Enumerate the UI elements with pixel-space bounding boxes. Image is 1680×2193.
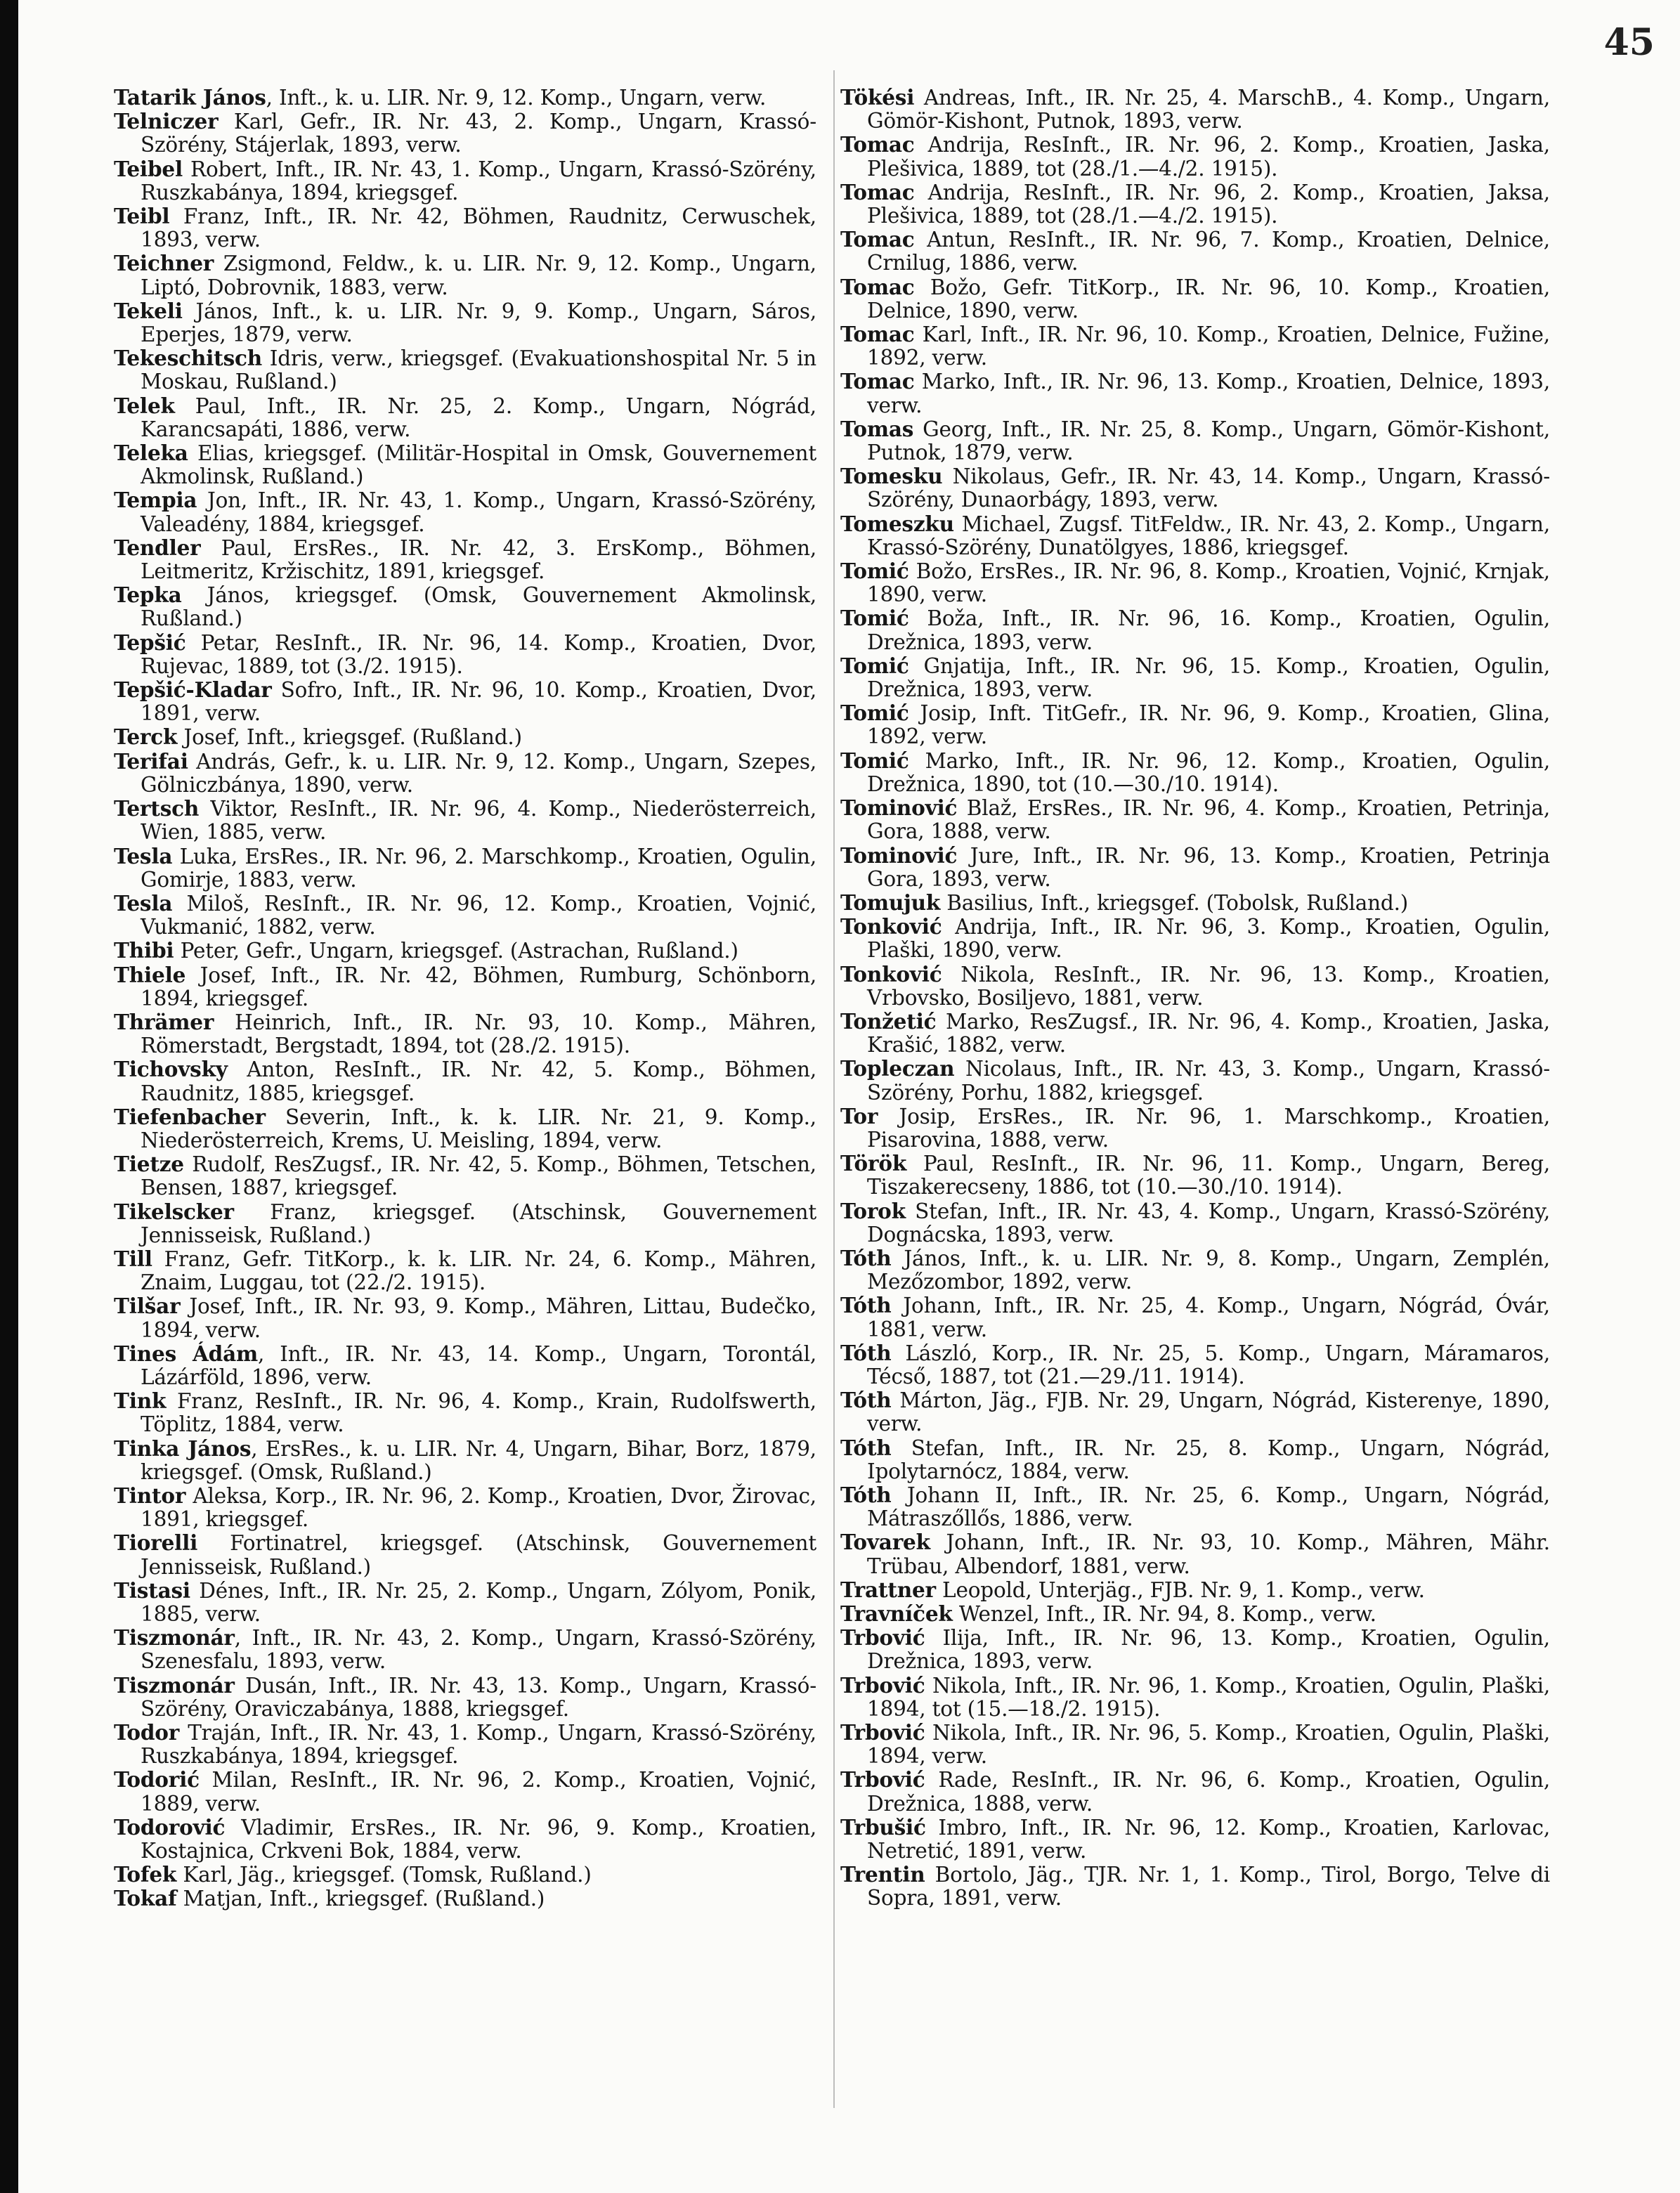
- entry-surname: Tertsch: [114, 796, 200, 821]
- list-item: [840, 1010, 1550, 1057]
- entry-surname: Tempia: [114, 488, 197, 513]
- entry-surname: Tomas: [840, 416, 914, 441]
- entry-details: Basilius, Inft., kriegsgef. (Tobolsk, Rußland.): [940, 890, 1409, 915]
- entry-surname: Trbović: [840, 1672, 925, 1698]
- entry-details: Blaž, ErsRes., IR. Nr. 96, 4. Komp., Kroatien, Petrinja, Gora, 1888, verw.: [867, 796, 1550, 844]
- entry-details: Sofro, Inft., IR. Nr. 96, 10. Komp., Kroatien, Dvor, 1891, verw.: [141, 678, 816, 726]
- list-item: [840, 1863, 1550, 1910]
- entry-surname: Tovarek: [840, 1530, 930, 1555]
- entry-surname: Tomac: [840, 274, 915, 299]
- scan-edge: [0, 0, 18, 2193]
- list-item: [114, 299, 816, 346]
- entry-surname: Tiorelli: [114, 1530, 198, 1556]
- list-item: [114, 1768, 816, 1815]
- list-item: [114, 939, 816, 963]
- entry-details: Josip, Inft. TitGefr., IR. Nr. 96, 9. Komp., Kroatien, Glina, 1892, verw.: [867, 701, 1550, 749]
- entry-surname: Teibel: [114, 156, 183, 181]
- entry-surname: Tekeschitsch: [114, 346, 263, 371]
- list-item: [840, 1768, 1550, 1815]
- entry-surname: Torok: [840, 1198, 906, 1223]
- entry-surname: Trbović: [840, 1767, 925, 1792]
- entry-details: Anton, ResInft., IR. Nr. 42, 5. Komp., Böhmen, Raudnitz, 1885, kriegsgef.: [141, 1058, 816, 1105]
- entry-surname: Tomić: [840, 748, 909, 773]
- entry-details: Nikolaus, Gefr., IR. Nr. 43, 14. Komp., Ungarn, Krassó-Szörény, Dunaorbágy, 1893, verw.: [867, 464, 1550, 512]
- entry-surname: Tiefenbacher: [114, 1104, 266, 1129]
- list-item: [114, 252, 816, 299]
- entry-details: Miloš, ResInft., IR. Nr. 96, 12. Komp., Kroatien, Vojnić, Vukmanić, 1882, verw.: [141, 891, 816, 939]
- list-item: [114, 346, 816, 393]
- entry-details: Franz, Gefr. TitKorp., k. k. LIR. Nr. 24, 6. Komp., Mähren, Znaim, Luggau, tot (22./2. 1915).: [141, 1247, 816, 1295]
- entry-surname: Tonković: [840, 961, 942, 987]
- entry-details: Johann, Inft., IR. Nr. 25, 4. Komp., Ungarn, Nógrád, Óvár, 1881, verw.: [867, 1294, 1550, 1341]
- entry-details: Stefan, Inft., IR. Nr. 25, 8. Komp., Ungarn, Nógrád, Ipolytarnócz, 1884, verw.: [867, 1436, 1550, 1483]
- entry-details: Marko, Inft., IR. Nr. 96, 12. Komp., Kroatien, Ogulin, Drežnica, 1890, tot (10.—30./10. 1914).: [867, 748, 1550, 796]
- entry-surname: Teichner: [114, 251, 214, 276]
- entry-details: Paul, ResInft., IR. Nr. 96, 11. Komp., Ungarn, Bereg, Tiszakerecseny, 1886, tot (10.—30./10. 1914).: [867, 1152, 1550, 1199]
- list-item: [114, 963, 816, 1010]
- list-item: [840, 1341, 1550, 1388]
- entry-details: Franz, kriegsgef. (Atschinsk, Gouvernement Jennisseisk, Rußland.): [141, 1199, 816, 1247]
- list-item: [840, 1816, 1550, 1863]
- right-column: [840, 86, 1550, 1911]
- list-item: [114, 1389, 816, 1436]
- entry-details: Karl, Gefr., IR. Nr. 43, 2. Komp., Ungarn, Krassó-Szörény, Stájerlak, 1893, verw.: [141, 110, 816, 157]
- entry-surname: Teleka: [114, 441, 188, 466]
- entry-details: Josef, Inft., kriegsgef. (Rußland.): [177, 725, 522, 750]
- entry-details: Jure, Inft., IR. Nr. 96, 13. Komp., Kroatien, Petrinja Gora, 1893, verw.: [867, 843, 1550, 891]
- list-item: [840, 891, 1550, 915]
- list-item: [114, 1674, 816, 1721]
- entry-surname: Tesla: [114, 890, 173, 916]
- entry-details: Luka, ErsRes., IR. Nr. 96, 2. Marschkomp., Kroatien, Ogulin, Gomirje, 1883, verw.: [141, 844, 816, 892]
- entry-surname: Tofek: [114, 1862, 177, 1887]
- entry-surname: Tomac: [840, 227, 915, 252]
- entry-details: Jon, Inft., IR. Nr. 43, 1. Komp., Ungarn, Krassó-Szörény, Valeadény, 1884, kriegsgef.: [141, 488, 816, 536]
- entry-details: Andrija, Inft., IR. Nr. 96, 3. Komp., Kroatien, Ogulin, Plaški, 1890, verw.: [867, 915, 1550, 963]
- entry-surname: Telek: [114, 393, 175, 418]
- list-item: [840, 275, 1550, 323]
- entry-surname: Thrämer: [114, 1009, 214, 1034]
- entry-details: Nicolaus, Inft., IR. Nr. 43, 3. Komp., Ungarn, Krassó-Szörény, Porhu, 1882, kriegsgef.: [867, 1057, 1550, 1105]
- entry-details: Franz, Inft., IR. Nr. 42, Böhmen, Raudnitz, Cerwuschek, 1893, verw.: [141, 204, 816, 252]
- entry-details: Imbro, Inft., IR. Nr. 96, 12. Komp., Kroatien, Karlovac, Netretić, 1891, verw.: [867, 1815, 1550, 1863]
- entry-details: János, Inft., k. u. LIR. Nr. 9, 8. Komp., Ungarn, Zemplén, Mezőzombor, 1892, verw.: [867, 1246, 1550, 1294]
- entry-surname: Török: [840, 1151, 907, 1176]
- list-item: [840, 844, 1550, 891]
- entry-surname: Trbušić: [840, 1814, 926, 1840]
- entry-details: Marko, Inft., IR. Nr. 96, 13. Komp., Kroatien, Delnice, 1893, verw.: [867, 370, 1550, 417]
- entry-details: Stefan, Inft., IR. Nr. 43, 4. Komp., Ungarn, Krassó-Szörény, Dognácska, 1893, verw.: [867, 1199, 1550, 1247]
- list-item: [840, 915, 1550, 962]
- entry-details: Josip, ErsRes., IR. Nr. 96, 1. Marschkomp., Kroatien, Pisarovina, 1888, verw.: [867, 1104, 1550, 1152]
- list-item: [840, 228, 1550, 275]
- list-item: [840, 1602, 1550, 1626]
- list-item: [840, 1199, 1550, 1247]
- list-item: [840, 1530, 1550, 1577]
- entry-surname: Todorić: [114, 1767, 200, 1792]
- entry-surname: Telniczer: [114, 109, 219, 134]
- entry-details: Božo, ErsRes., IR. Nr. 96, 8. Komp., Kroatien, Vojnić, Krnjak, 1890, verw.: [867, 559, 1550, 607]
- entry-surname: Tomić: [840, 606, 909, 631]
- list-item: [840, 796, 1550, 843]
- entry-details: Božo, Gefr. TitKorp., IR. Nr. 96, 10. Komp., Kroatien, Delnice, 1890, verw.: [867, 275, 1550, 323]
- entry-surname: Tominović: [840, 842, 958, 868]
- list-item: [840, 323, 1550, 370]
- entry-details: Antun, ResInft., IR. Nr. 96, 7. Komp., Kroatien, Delnice, Crnilug, 1886, verw.: [867, 228, 1550, 275]
- list-item: [114, 536, 816, 583]
- entry-surname: Tor: [840, 1103, 878, 1128]
- entry-details: Dusán, Inft., IR. Nr. 43, 13. Komp., Ungarn, Krassó-Szörény, Oraviczabánya, 1888, kriegsgef.: [141, 1673, 816, 1721]
- entry-details: Leopold, Unterjäg., FJB. Nr. 9, 1. Komp., verw.: [935, 1577, 1425, 1602]
- list-item: [114, 845, 816, 892]
- list-item: [114, 1816, 816, 1863]
- entry-surname: Trattner: [840, 1577, 936, 1602]
- entry-surname: Todorović: [114, 1814, 226, 1840]
- entry-surname: Terck: [114, 724, 178, 750]
- list-item: [840, 749, 1550, 796]
- entry-surname: Tomesku: [840, 464, 943, 489]
- entry-surname: Tominović: [840, 795, 958, 821]
- list-item: [114, 1484, 816, 1531]
- list-item: [114, 1887, 816, 1911]
- list-item: [840, 1578, 1550, 1602]
- entry-surname: Tiszmonár: [114, 1625, 235, 1651]
- entry-surname: Tóth: [840, 1245, 892, 1270]
- list-item: [840, 1247, 1550, 1294]
- entry-details: Andrija, ResInft., IR. Nr. 96, 2. Komp., Kroatien, Jaksa, Plešivica, 1889, tot (28./1.—4./2. 1915).: [867, 180, 1550, 228]
- list-item: [114, 1437, 816, 1484]
- entry-details: Rade, ResInft., IR. Nr. 96, 6. Komp., Kroatien, Ogulin, Drežnica, 1888, verw.: [867, 1768, 1550, 1816]
- entry-details: Dénes, Inft., IR. Nr. 25, 2. Komp., Ungarn, Zólyom, Ponik, 1885, verw.: [141, 1578, 816, 1626]
- entry-surname: Travníček: [840, 1601, 953, 1626]
- entry-surname: Tichovsky: [114, 1057, 228, 1082]
- list-item: [840, 86, 1550, 133]
- entry-details: , Inft., IR. Nr. 43, 2. Komp., Ungarn, Krassó-Szörény, Szenesfalu, 1893, verw.: [141, 1626, 816, 1674]
- entry-details: Vladimir, ErsRes., IR. Nr. 96, 9. Komp., Kroatien, Kostajnica, Crkveni Bok, 1884, verw.: [141, 1815, 816, 1863]
- entry-surname: Tines Ádám: [114, 1341, 259, 1366]
- entry-surname: Tomić: [840, 701, 909, 726]
- list-item: [114, 750, 816, 797]
- list-item: [114, 892, 816, 939]
- entry-surname: Tökési: [840, 85, 915, 110]
- list-item: [840, 1626, 1550, 1673]
- list-item: [114, 631, 816, 678]
- entry-surname: Tikelscker: [114, 1199, 234, 1224]
- list-item: [114, 725, 816, 749]
- list-item: [114, 488, 816, 535]
- list-item: [114, 86, 816, 110]
- list-item: [840, 654, 1550, 701]
- entry-details: Andreas, Inft., IR. Nr. 25, 4. MarschB., 4. Komp., Ungarn, Gömör-Kishont, Putnok, 1893, verw.: [867, 86, 1550, 134]
- entry-surname: Tekeli: [114, 298, 183, 323]
- entry-details: Fortinatrel, kriegsgef. (Atschinsk, Gouvernement Jennisseisk, Rußland.): [141, 1531, 816, 1579]
- list-item: [114, 110, 816, 157]
- entry-details: Nikola, Inft., IR. Nr. 96, 5. Komp., Kroatien, Ogulin, Plaški, 1894, verw.: [867, 1721, 1550, 1769]
- entry-details: Robert, Inft., IR. Nr. 43, 1. Komp., Ungarn, Krassó-Szörény, Ruszkabánya, 1894, kriegsgef.: [141, 157, 816, 204]
- entry-details: Peter, Gefr., Ungarn, kriegsgef. (Astrachan, Rußland.): [174, 939, 738, 963]
- list-item: [114, 1058, 816, 1105]
- entry-details: Paul, Inft., IR. Nr. 25, 2. Komp., Ungarn, Nógrád, Karancsapáti, 1886, verw.: [141, 393, 816, 441]
- list-item: [840, 133, 1550, 180]
- column-divider: [833, 70, 835, 2108]
- list-item: [840, 1152, 1550, 1199]
- entry-surname: Tonković: [840, 914, 942, 939]
- entry-details: Idris, verw., kriegsgef. (Evakuationshospital Nr. 5 in Moskau, Rußland.): [141, 346, 816, 394]
- entry-details: Paul, ErsRes., IR. Nr. 42, 3. ErsKomp., Böhmen, Leitmeritz, Kržischitz, 1891, kriegsgef.: [141, 535, 816, 584]
- list-item: [840, 181, 1550, 228]
- list-item: [840, 1721, 1550, 1768]
- entry-details: , Inft., k. u. LIR. Nr. 9, 12. Komp., Ungarn, verw.: [266, 86, 767, 110]
- entry-details: Márton, Jäg., FJB. Nr. 29, Ungarn, Nógrád, Kisterenye, 1890, verw.: [867, 1388, 1550, 1436]
- entry-details: Boža, Inft., IR. Nr. 96, 16. Komp., Kroatien, Ogulin, Drežnica, 1893, verw.: [867, 606, 1550, 654]
- entry-surname: Tóth: [840, 1435, 892, 1460]
- entry-details: Johann, Inft., IR. Nr. 93, 10. Komp., Mähren, Mähr. Trübau, Albendorf, 1881, verw.: [867, 1530, 1550, 1578]
- entry-details: János, kriegsgef. (Omsk, Gouvernement Akmolinsk, Rußland.): [141, 583, 816, 631]
- entry-details: Ilija, Inft., IR. Nr. 96, 13. Komp., Kroatien, Ogulin, Drežnica, 1893, verw.: [867, 1626, 1550, 1674]
- entry-details: , Inft., IR. Nr. 43, 14. Komp., Ungarn, Torontál, Lázárföld, 1896, verw.: [141, 1341, 816, 1389]
- entry-details: Nikola, ResInft., IR. Nr. 96, 13. Komp., Kroatien, Vrbovsko, Bosiljevo, 1881, verw.: [867, 962, 1550, 1010]
- list-item: [840, 701, 1550, 748]
- entry-surname: Tinka János: [114, 1436, 252, 1461]
- list-item: [840, 1105, 1550, 1152]
- list-item: [840, 464, 1550, 512]
- entry-surname: Topleczan: [840, 1056, 955, 1081]
- entry-surname: Tepšić-Kladar: [114, 677, 272, 703]
- entry-details: Johann II, Inft., IR. Nr. 25, 6. Komp., Ungarn, Nógrád, Mátraszőllős, 1886, verw.: [867, 1483, 1550, 1531]
- entry-details: Bortolo, Jäg., TJR. Nr. 1, 1. Komp., Tirol, Borgo, Telve di Sopra, 1891, verw.: [867, 1863, 1550, 1911]
- entry-surname: Tesla: [114, 843, 173, 868]
- list-item: [114, 797, 816, 844]
- entry-details: , ErsRes., k. u. LIR. Nr. 4, Ungarn, Bihar, Borz, 1879, kriegsgef. (Omsk, Rußland.): [141, 1436, 816, 1484]
- entry-details: János, Inft., k. u. LIR. Nr. 9, 9. Komp., Ungarn, Sáros, Eperjes, 1879, verw.: [141, 299, 816, 347]
- list-item: [114, 1294, 816, 1341]
- entry-surname: Tomić: [840, 559, 909, 584]
- entry-details: Gnjatija, Inft., IR. Nr. 96, 15. Komp., Kroatien, Ogulin, Drežnica, 1893, verw.: [867, 653, 1550, 702]
- entry-surname: Tomac: [840, 322, 915, 347]
- list-item: [114, 1863, 816, 1887]
- entry-details: Marko, ResZugsf., IR. Nr. 96, 4. Komp., Kroatien, Jaska, Krašić, 1882, verw.: [867, 1009, 1550, 1058]
- entry-surname: Tóth: [840, 1388, 892, 1413]
- entry-surname: Tomić: [840, 653, 909, 678]
- entry-details: Aleksa, Korp., IR. Nr. 96, 2. Komp., Kroatien, Dvor, Žirovac, 1891, kriegsgef.: [141, 1483, 816, 1532]
- entry-surname: Tonžetić: [840, 1008, 937, 1034]
- list-item: [114, 678, 816, 725]
- entry-details: Andrija, ResInft., IR. Nr. 96, 2. Komp., Kroatien, Jaska, Plešivica, 1889, tot (28./1.—4./2. 1915).: [867, 133, 1550, 181]
- entry-details: Zsigmond, Feldw., k. u. LIR. Nr. 9, 12. Komp., Ungarn, Liptó, Dobrovnik, 1883, verw.: [141, 252, 816, 299]
- entry-details: Matjan, Inft., kriegsgef. (Rußland.): [176, 1887, 545, 1911]
- entry-surname: Tepka: [114, 583, 182, 608]
- entry-details: Josef, Inft., IR. Nr. 42, Böhmen, Rumburg, Schönborn, 1894, kriegsgef.: [141, 963, 816, 1010]
- entry-surname: Thiele: [114, 962, 186, 987]
- list-item: [840, 1294, 1550, 1341]
- entry-surname: Tilšar: [114, 1294, 181, 1319]
- list-item: [840, 1057, 1550, 1104]
- list-item: [840, 606, 1550, 653]
- list-item: [114, 1010, 816, 1058]
- list-item: [114, 1626, 816, 1673]
- page-number: 45: [1603, 21, 1655, 64]
- entry-details: Wenzel, Inft., IR. Nr. 94, 8. Komp., verw.: [952, 1602, 1376, 1626]
- entry-surname: Thibi: [114, 938, 174, 963]
- entry-details: Nikola, Inft., IR. Nr. 96, 1. Komp., Kroatien, Ogulin, Plaški, 1894, tot (15.—18./2. 1915).: [867, 1673, 1550, 1721]
- list-item: [114, 1105, 816, 1152]
- list-item: [840, 559, 1550, 606]
- entry-surname: Trbović: [840, 1720, 925, 1745]
- list-item: [114, 1531, 816, 1578]
- entry-details: Petar, ResInft., IR. Nr. 96, 14. Komp., Kroatien, Dvor, Rujevac, 1889, tot (3./2. 1915).: [141, 630, 816, 678]
- list-item: [114, 1579, 816, 1626]
- entry-surname: Tepšić: [114, 630, 186, 655]
- entry-surname: Tóth: [840, 1293, 892, 1318]
- entry-surname: Tóth: [840, 1340, 892, 1365]
- entry-details: Rudolf, ResZugsf., IR. Nr. 42, 5. Komp., Böhmen, Tetschen, Bensen, 1887, kriegsgef.: [141, 1152, 816, 1200]
- entry-details: Karl, Inft., IR. Nr. 96, 10. Komp., Kroatien, Delnice, Fužine, 1892, verw.: [867, 323, 1550, 370]
- entry-surname: Trbović: [840, 1625, 925, 1651]
- entry-details: Karl, Jäg., kriegsgef. (Tomsk, Rußland.): [176, 1863, 592, 1887]
- entry-surname: Tistasi: [114, 1577, 190, 1603]
- list-item: [114, 583, 816, 630]
- list-item: [840, 512, 1550, 559]
- list-item: [114, 1342, 816, 1389]
- entry-surname: Terifai: [114, 748, 188, 774]
- list-item: [114, 204, 816, 252]
- list-item: [840, 963, 1550, 1010]
- list-item: [840, 417, 1550, 464]
- entry-surname: Teibl: [114, 204, 170, 229]
- entry-details: Josef, Inft., IR. Nr. 93, 9. Komp., Mähren, Littau, Budečko, 1894, verw.: [141, 1294, 816, 1342]
- list-item: [114, 1152, 816, 1199]
- list-item: [114, 157, 816, 204]
- entry-surname: Tokaf: [114, 1886, 177, 1911]
- list-item: [840, 1483, 1550, 1530]
- entry-surname: Tintor: [114, 1483, 186, 1508]
- entry-surname: Trentin: [840, 1862, 925, 1887]
- entry-surname: Tomac: [840, 369, 915, 394]
- entry-details: Franz, ResInft., IR. Nr. 96, 4. Komp., Krain, Rudolfswerth, Töplitz, 1884, verw.: [141, 1389, 816, 1437]
- list-item: [114, 1200, 816, 1247]
- entry-surname: Tomac: [840, 132, 915, 157]
- list-item: [114, 1247, 816, 1294]
- entry-surname: Tink: [114, 1388, 167, 1414]
- entry-surname: Tietze: [114, 1152, 184, 1177]
- list-item: [840, 1674, 1550, 1721]
- list-item: [840, 1436, 1550, 1483]
- entry-details: László, Korp., IR. Nr. 25, 5. Komp., Ungarn, Máramaros, Técső, 1887, tot (21.—29./11. 1914).: [867, 1341, 1550, 1388]
- list-item: [114, 394, 816, 441]
- entry-surname: Tendler: [114, 535, 201, 560]
- entry-surname: Tatarik János: [114, 85, 266, 110]
- entry-surname: Tomujuk: [840, 890, 941, 915]
- entry-details: Severin, Inft., k. k. LIR. Nr. 21, 9. Komp., Niederösterreich, Krems, U. Meisling, 1894, verw.: [141, 1105, 816, 1152]
- entry-surname: Tomac: [840, 179, 915, 204]
- entry-surname: Tiszmonár: [114, 1672, 235, 1698]
- list-item: [114, 441, 816, 488]
- entry-details: Michael, Zugsf. TitFeldw., IR. Nr. 43, 2. Komp., Ungarn, Krassó-Szörény, Dunatölgyes, 1886, kriegsgef.: [867, 512, 1550, 559]
- list-item: [114, 1721, 816, 1768]
- entry-surname: Tomeszku: [840, 511, 954, 536]
- entry-details: András, Gefr., k. u. LIR. Nr. 9, 12. Komp., Ungarn, Szepes, Gölniczbánya, 1890, verw.: [141, 749, 816, 797]
- entry-details: Elias, kriegsgef. (Militär-Hospital in Omsk, Gouvernement Akmolinsk, Rußland.): [141, 441, 816, 489]
- entry-surname: Till: [114, 1246, 152, 1271]
- left-column: [114, 86, 816, 1911]
- list-item: [840, 1388, 1550, 1436]
- entry-surname: Tóth: [840, 1482, 892, 1507]
- list-item: [840, 370, 1550, 417]
- entry-details: Viktor, ResInft., IR. Nr. 96, 4. Komp., Niederösterreich, Wien, 1885, verw.: [141, 797, 816, 845]
- entry-details: Milan, ResInft., IR. Nr. 96, 2. Komp., Kroatien, Vojnić, 1889, verw.: [141, 1768, 816, 1816]
- entry-details: Heinrich, Inft., IR. Nr. 93, 10. Komp., Mähren, Römerstadt, Bergstadt, 1894, tot (28./2. 1915).: [141, 1010, 816, 1058]
- entry-surname: Todor: [114, 1720, 180, 1745]
- entry-details: Georg, Inft., IR. Nr. 25, 8. Komp., Ungarn, Gömör-Kishont, Putnok, 1879, verw.: [867, 417, 1550, 465]
- entry-details: Traján, Inft., IR. Nr. 43, 1. Komp., Ungarn, Krassó-Szörény, Ruszkabánya, 1894, kriegsgef.: [141, 1721, 816, 1769]
